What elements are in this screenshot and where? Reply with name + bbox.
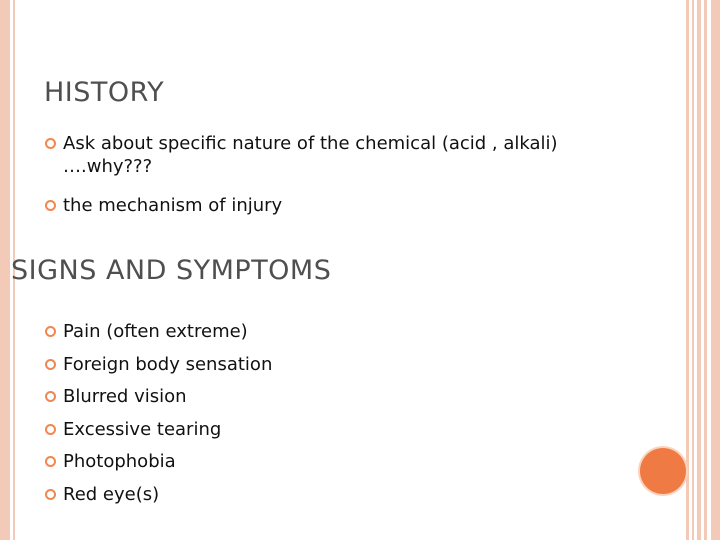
- list-item-text: the mechanism of injury: [63, 195, 283, 216]
- list-item: [44, 385, 272, 418]
- circle-bullet-icon: [45, 489, 56, 500]
- list-item: [44, 132, 644, 194]
- right-stripe: [711, 0, 720, 540]
- history-heading: HISTORY: [44, 77, 165, 108]
- right-stripe: [692, 0, 694, 540]
- right-stripe: [686, 0, 689, 540]
- circle-bullet-icon: [45, 326, 56, 337]
- signs-symptoms-heading: SIGNS AND SYMPTOMS: [11, 255, 332, 286]
- list-item: [44, 418, 272, 451]
- list-item-text: Blurred vision: [63, 386, 187, 408]
- circle-bullet-icon: [45, 200, 56, 211]
- list-item-text: Ask about specific nature of the chemical (acid , alkali) ….why???: [63, 133, 558, 177]
- left-border-bar: [0, 0, 10, 540]
- circle-bullet-icon: [45, 456, 56, 467]
- list-item: [44, 483, 272, 516]
- list-item: [44, 450, 272, 483]
- list-item-text: Photophobia: [63, 451, 176, 473]
- list-item: [44, 320, 272, 353]
- symptoms-list: [44, 320, 272, 516]
- circle-bullet-icon: [45, 424, 56, 435]
- list-item: [44, 353, 272, 386]
- right-stripe: [697, 0, 701, 540]
- circle-bullet-icon: [45, 391, 56, 402]
- list-item-text: Foreign body sensation: [63, 353, 273, 375]
- list-item: [44, 194, 644, 217]
- decorative-circle: [640, 448, 686, 494]
- list-item-text: Red eye(s): [63, 483, 160, 505]
- circle-bullet-icon: [45, 359, 56, 370]
- right-stripe: [704, 0, 707, 540]
- list-item-text: Excessive tearing: [63, 418, 222, 440]
- circle-bullet-icon: [45, 138, 56, 149]
- list-item-text: Pain (often extreme): [63, 321, 248, 342]
- history-list: [44, 132, 644, 217]
